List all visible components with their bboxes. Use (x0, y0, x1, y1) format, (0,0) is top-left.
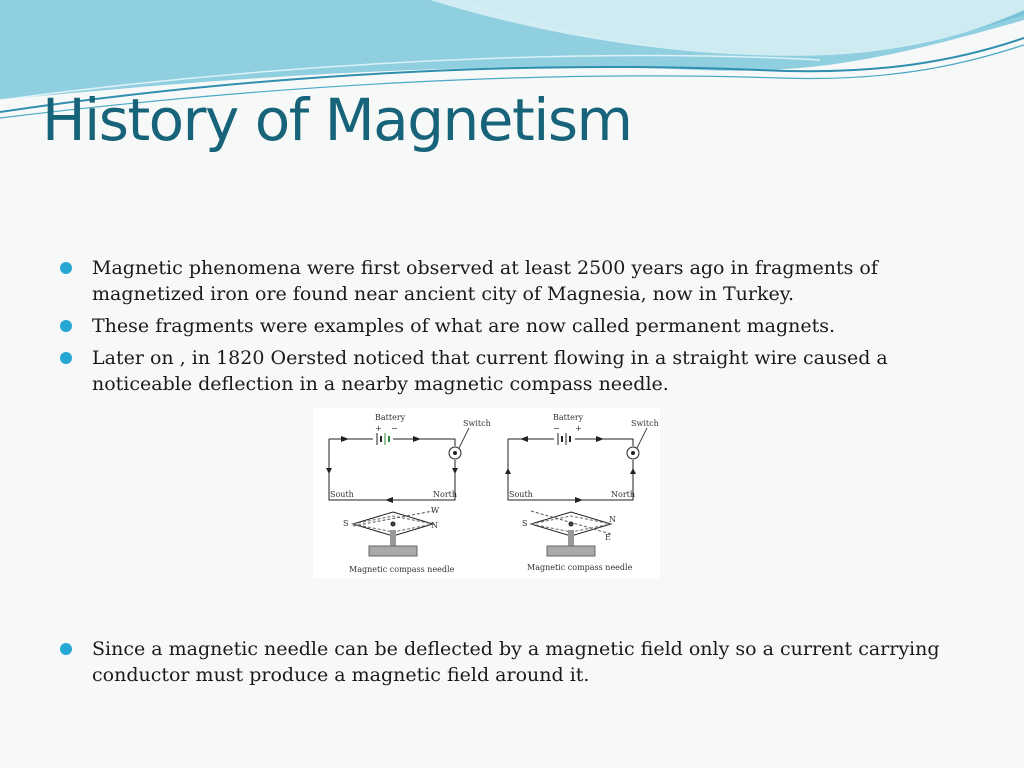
bullet-item (60, 313, 960, 339)
north-label: North (433, 490, 458, 499)
battery-label: Battery (553, 413, 584, 422)
bullet-dot-icon (60, 643, 72, 655)
plus-sign: + (375, 424, 382, 433)
bullet-item (60, 345, 960, 397)
bullet-text: These fragments were examples of what are now called permanent magnets. (92, 315, 836, 337)
bullet-text: Magnetic phenomena were first observed at least 2500 years ago in fragments of magnetized iron ore found near ancient city of Magnesia, now in Turkey. (92, 257, 878, 305)
bullet-item (60, 636, 960, 688)
north-label: North (611, 490, 636, 499)
bullet-list (60, 255, 960, 403)
bullet-text: Later on , in 1820 Oersted noticed that current flowing in a straight wire caused a noticeable deflection in a nearby magnetic compass needle. (92, 347, 888, 395)
slide-title: History of Magnetism (42, 86, 632, 154)
compass-s-label: S (343, 519, 349, 528)
oersted-experiment-figure (313, 408, 660, 578)
bullet-dot-icon (60, 320, 72, 332)
compass-e-label: E (605, 533, 611, 542)
compass-n-label: N (609, 515, 616, 524)
bullet-dot-icon (60, 262, 72, 274)
bullet-item (60, 255, 960, 307)
bullet-text: Since a magnetic needle can be deflected by a magnetic field only so a current carrying conductor must produce a magnetic field around it. (92, 638, 940, 686)
compass-n-label: N (431, 521, 438, 530)
compass-caption: Magnetic compass needle (527, 563, 633, 572)
minus-sign: − (553, 424, 560, 433)
compass-s-label: S (522, 519, 528, 528)
minus-sign: − (391, 424, 398, 433)
final-bullet (60, 636, 960, 694)
bullet-dot-icon (60, 352, 72, 364)
switch-label: Switch (463, 419, 491, 428)
south-label: South (330, 490, 354, 499)
compass-w-label: W (431, 506, 440, 515)
compass-caption: Magnetic compass needle (349, 565, 455, 574)
south-label: South (509, 490, 533, 499)
battery-label: Battery (375, 413, 406, 422)
plus-sign: + (575, 424, 582, 433)
switch-label: Switch (631, 419, 659, 428)
